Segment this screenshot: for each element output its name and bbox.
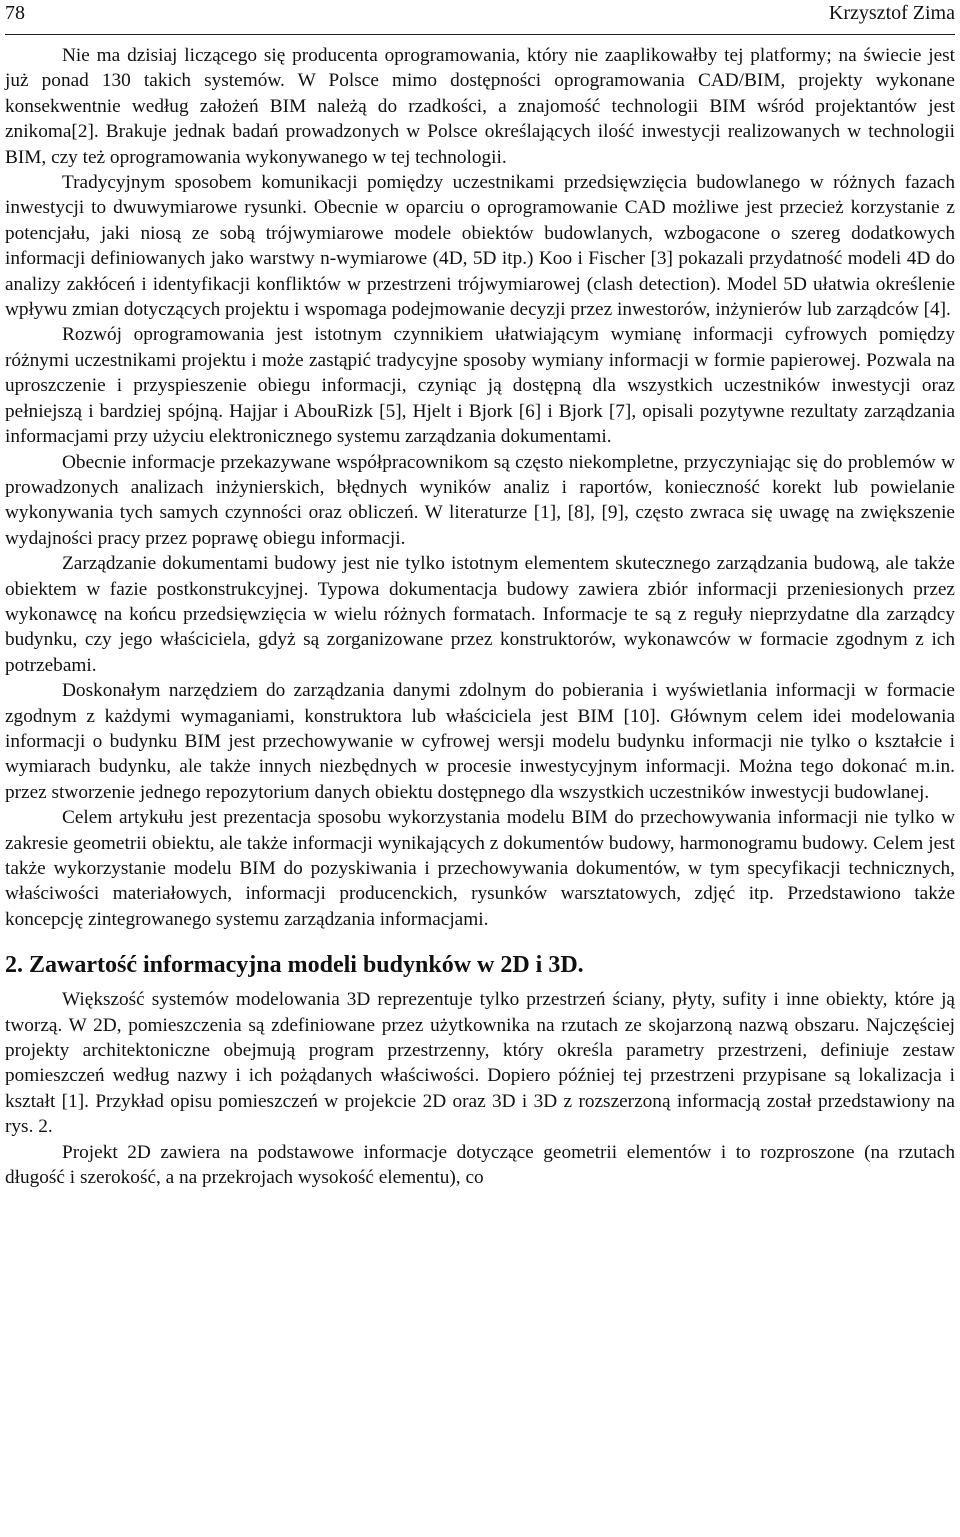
running-header — [5, 0, 955, 35]
paragraph: Zarządzanie dokumentami budowy jest nie tylko istotnym elementem skutecznego zarządzania budową, ale także obiektem w fazie postkonstrukcyjnej. Typowa dokumentacja budowy zawiera zbiór informacji przeniesionych przez wykonawcę na końcu przedsięwzięcia w wielu różnych formatach. Informacje te są z reguły nieprzydatne dla zarządcy budynku, czy jego właściciela, gdyż są zorganizowane przez konstruktorów, wykonawców w formacie zgodnym z ich potrzebami. — [5, 553, 955, 676]
paragraph: Celem artykułu jest prezentacja sposobu wykorzystania modelu BIM do przechowywania informacji nie tylko w zakresie geometrii obiektu, ale także informacji wynikających z dokumentów budowy, harmonogramu budowy. Celem jest także wykorzystanie modelu BIM do pozyskiwania i przechowywania dokumentów, w tym specyfikacji technicznych, właściwości materiałowych, informacji producenckich, rysunków warsztatowych, zdjęć itp. Przedstawiono także koncepcję zintegrowanego systemu zarządzania informacjami. — [5, 807, 955, 930]
body-text — [5, 43, 955, 1190]
paragraph: Projekt 2D zawiera na podstawowe informacje dotyczące geometrii elementów i to rozproszone (na rzutach długość i szerokość, a na przekrojach wysokość elementu), co — [5, 1141, 955, 1189]
running-header-author: Krzysztof Zima — [828, 2, 955, 24]
paragraph: Doskonałym narzędziem do zarządzania danymi zdolnym do pobierania i wyświetlania informacji w formacie zgodnym z każdymi wymaganiami, konstruktora lub właściciela jest BIM [10]. Głównym celem idei modelowania informacji o budynku BIM jest przechowywanie w cyfrowej wersji modelu budynku informacji nie tylko o kształcie i wymiarach budynku, ale także innych niezbędnych w procesie inwestycyjnym informacji. Można tego dokonać m.in. przez stworzenie jednego repozytorium danych obiektu dostępnego dla wszystkich uczestników inwestycji budowlanej. — [5, 680, 955, 803]
paragraph: Większość systemów modelowania 3D reprezentuje tylko przestrzeń ściany, płyty, sufity i inne obiekty, które ją tworzą. W 2D, pomieszczenia są zdefiniowane przez użytkownika na rzutach ze skojarzoną nazwą obszaru. Najczęściej projekty architektoniczne obejmują program przestrzenny, który określa parametry przestrzeni, definiuje zestaw pomieszczeń według nazwy i ich pożądanych właściwości. Dopiero później tej przestrzeni przypisane są lokalizacja i kształt [1]. Przykład opisu pomieszczeń w projekcie 2D oraz 3D i 3D z rozszerzoną informacją został przedstawiony na rys. 2. — [5, 989, 955, 1138]
paragraph: Rozwój oprogramowania jest istotnym czynnikiem ułatwiającym wymianę informacji cyfrowych pomiędzy różnymi uczestnikami projektu i może zastąpić tradycyjne sposoby wymiany informacji w formie papierowej. Pozwala na uproszczenie i przyspieszenie obiegu informacji, czyniąc ją dostępną dla wszystkich uczestników inwestycji oraz pełniejszą i bardziej spójną. Hajjar i AbouRizk [5], Hjelt i Bjork [6] i Bjork [7], opisali pozytywne rezultaty zarządzania informacjami przy użyciu elektronicznego systemu zarządzania dokumentami. — [5, 324, 955, 448]
paragraph: Nie ma dzisiaj liczącego się producenta oprogramowania, który nie zaaplikowałby tej platformy; na świecie jest już ponad 130 takich systemów. W Polsce mimo dostępności oprogramowania CAD/BIM, projekty wykonane konsekwentnie według założeń BIM należą do rzadkości, a znajomość technologii BIM wśród projektantów jest znikoma[2]. Brakuje jednak badań prowadzonych w Polsce określających ilość inwestycji realizowanych w technologii BIM, czy też oprogramowania wykonywanego w tej technologii. — [5, 45, 955, 168]
page-number: 78 — [5, 2, 25, 24]
paragraph: Obecnie informacje przekazywane współpracownikom są często niekompletne, przyczyniając się do problemów w prowadzonych analizach inżynierskich, błędnych wyników analiz i raportów, konieczność korekt lub powielanie wykonywania tych samych czynności oraz obliczeń. W literaturze [1], [8], [9], często zwraca się uwagę na zwiększenie wydajności pracy przez poprawę obiegu informacji. — [5, 451, 955, 549]
section-heading: 2. Zawartość informacyjna modeli budynków w 2D i 3D. — [5, 952, 584, 979]
paragraph: Tradycyjnym sposobem komunikacji pomiędzy uczestnikami przedsięwzięcia budowlanego w różnych fazach inwestycji to dwuwymiarowe rysunki. Obecnie w oparciu o oprogramowanie CAD możliwe jest przecież korzystanie z potencjału, jaki niosą ze sobą trójwymiarowe modele obiektów budowlanych, wzbogacone o szereg dodatkowych informacji definiowanych jako warstwy n-wymiarowe (4D, 5D itp.) Koo i Fischer [3] pokazali przydatność modeli 4D do analizy zakłóceń i identyfikacji konfliktów w przestrzeni trójwymiarowej (clash detection). Model 5D ułatwia określenie wpływu zmian dotyczących projektu i wspomaga podejmowanie decyzji przez inwestorów, inżynierów lub zarządców [4]. — [5, 172, 955, 321]
